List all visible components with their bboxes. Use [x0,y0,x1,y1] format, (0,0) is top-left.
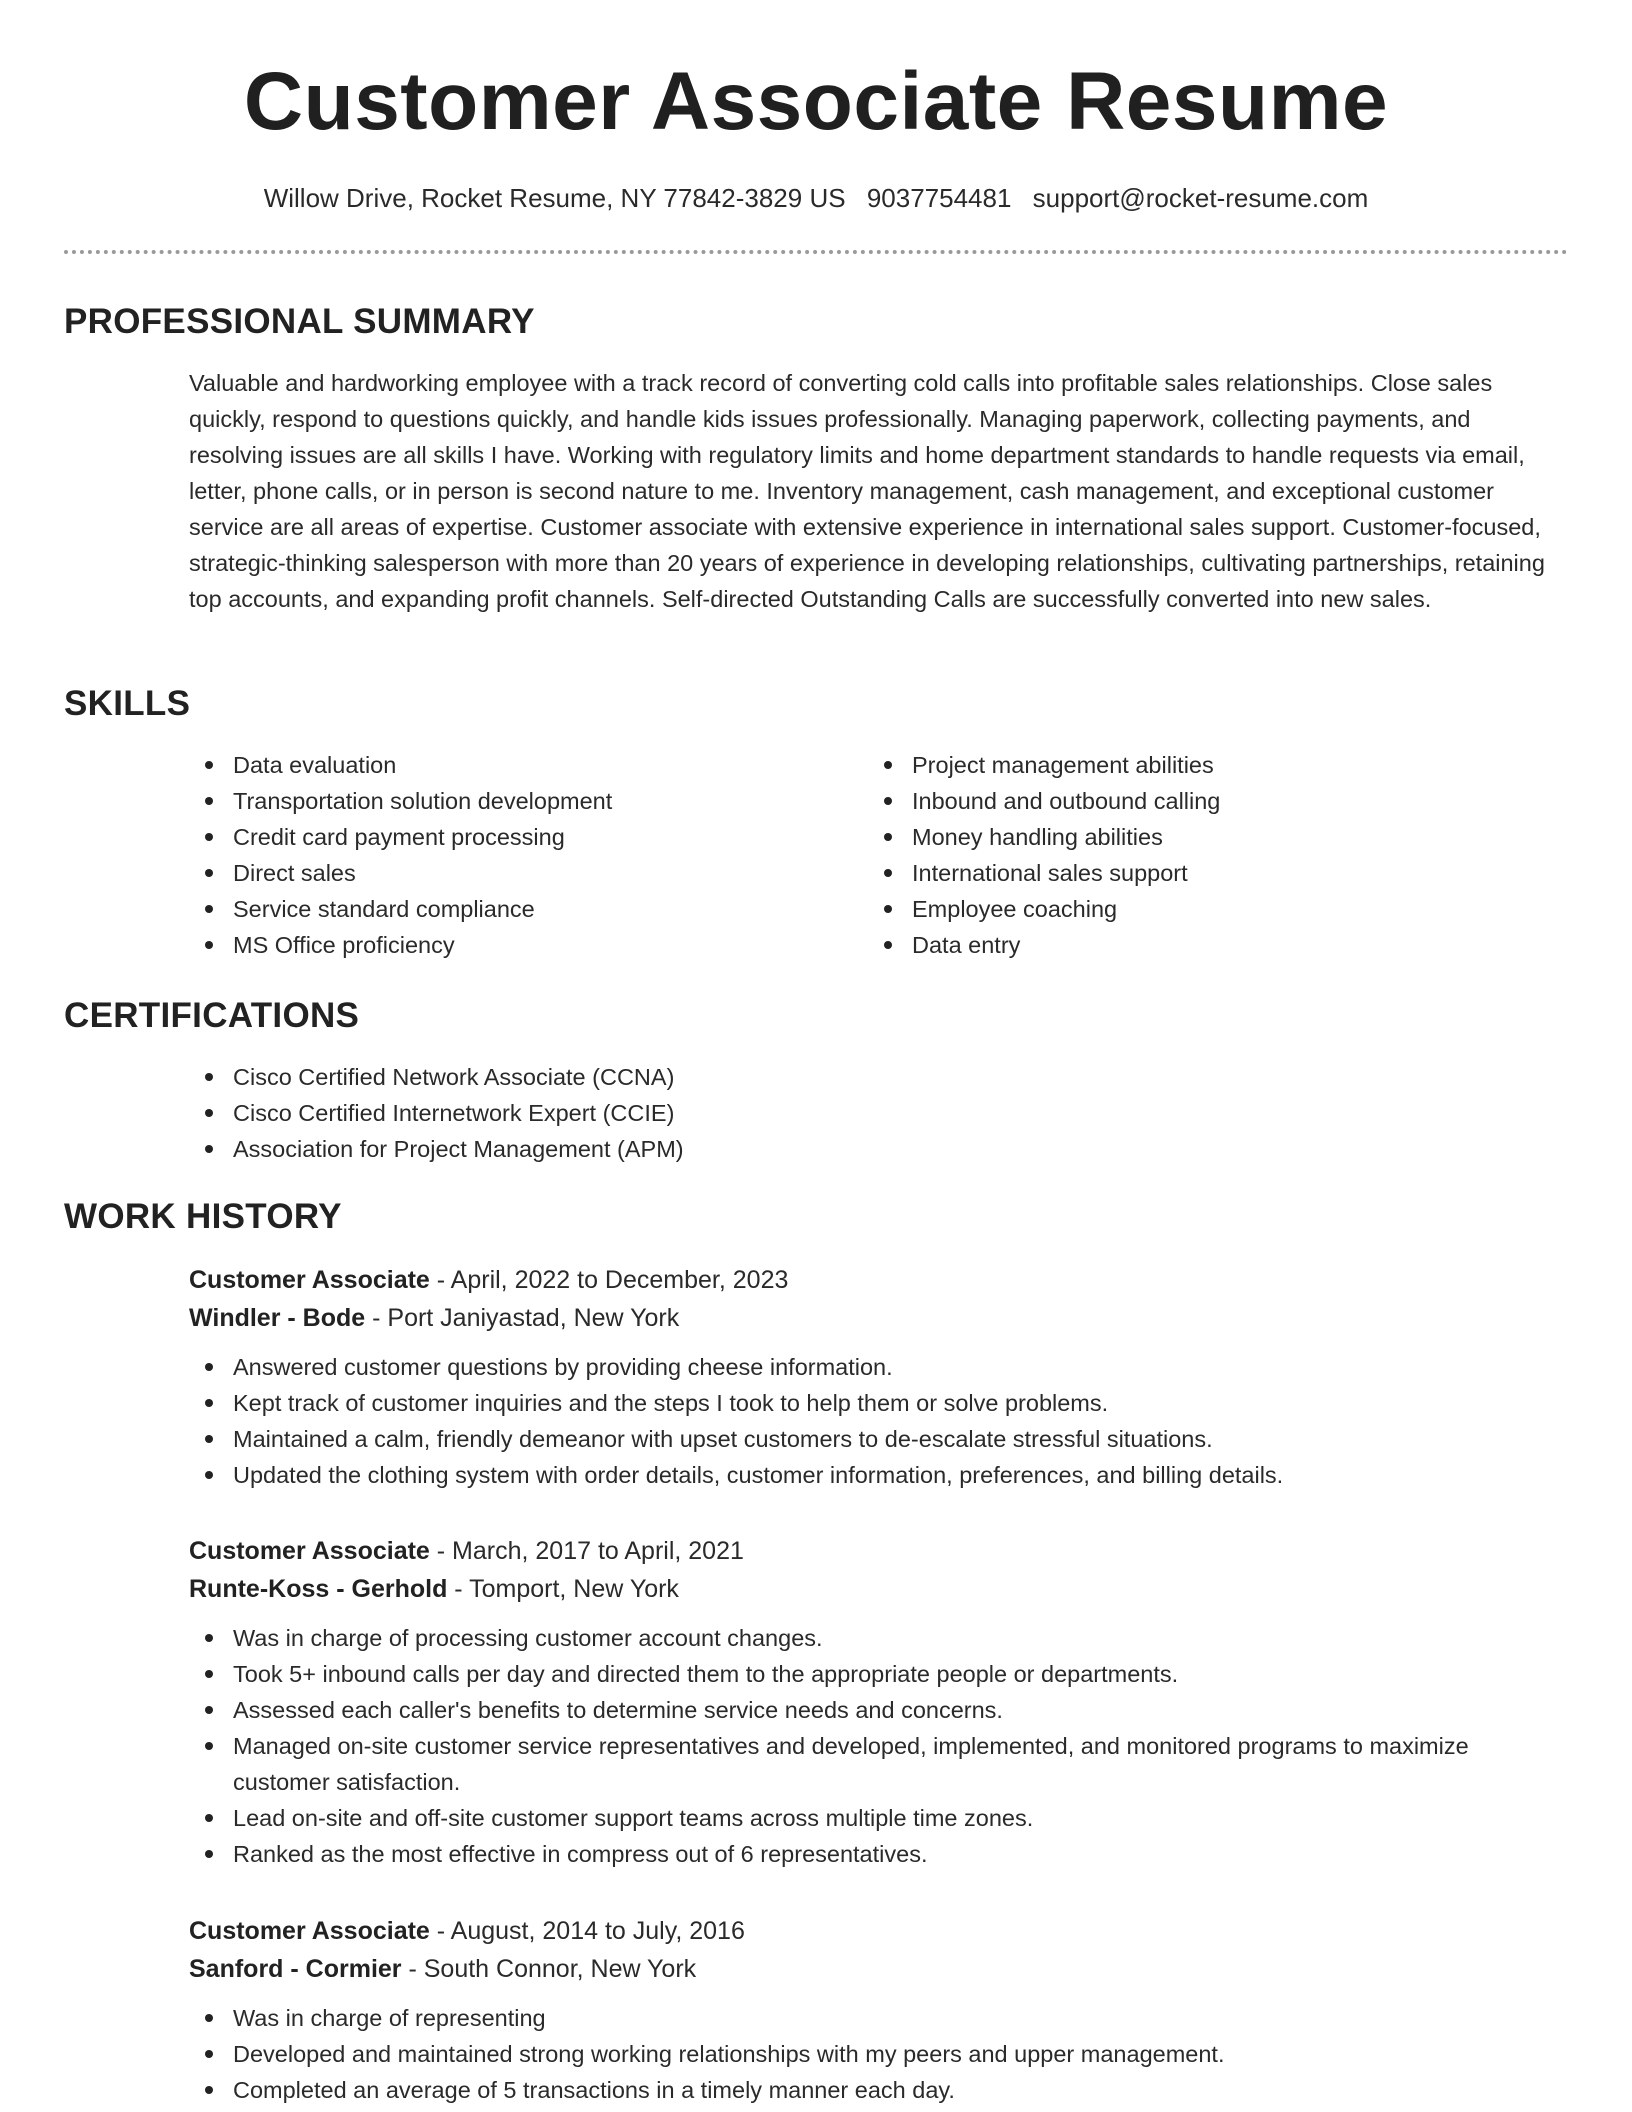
skills-list-left [189,747,612,963]
job-title-line [189,1261,1569,1299]
job-duty: Kept track of customer inquiries and the steps I took to help them or solve problems. [189,1385,1569,1421]
skill-item: Data entry [868,927,1220,963]
job-company: Sanford - Cormier [189,1955,402,1983]
summary-text: Valuable and hardworking employee with a track record of converting cold calls into profitable sales relationships. Close sales quickly, respond to questions quickly, and handle kids issues professionally. Managing paperwork, collecting payments, and resolving issues are all skills I have. Working with regulatory limits and home department standards to handle requests via email, letter, phone calls, or in person is second nature to me. Inventory management, cash management, and exceptional customer service are all areas of expertise. Customer associate with extensive experience in international sales support. Customer-focused, strategic-thinking salesperson with more than 20 years of experience in developing relationships, cultivating partnerships, retaining top accounts, and expanding profit channels. Self-directed Outstanding Calls are successfully converted into new sales. [189,370,1545,612]
certification-item: Cisco Certified Network Associate (CCNA) [189,1059,684,1095]
job-role: Customer Associate [189,1917,430,1945]
header-divider [64,250,1568,254]
summary-heading: PROFESSIONAL SUMMARY [64,302,535,341]
job-dates: - August, 2014 to July, 2016 [429,1917,745,1945]
job-duty: Maintained a calm, friendly demeanor with upset customers to de-escalate stressful situations. [189,1421,1569,1457]
job-dates: - April, 2022 to December, 2023 [429,1266,789,1294]
skill-item: Service standard compliance [189,891,612,927]
job-company-line [189,1299,1569,1337]
job-entry [189,1912,1569,2108]
job-duties-list [189,1349,1569,1493]
job-duty: Developed and maintained strong working relationships with my peers and upper management. [189,2036,1569,2072]
job-duty: Completed an average of 5 transactions in a timely manner each day. [189,2072,1569,2108]
job-duty: Was in charge of representing [189,2000,1569,2036]
job-company-line [189,1950,1569,1988]
job-title-line [189,1912,1569,1950]
contact-address: Willow Drive, Rocket Resume, NY 77842-3829 US [263,183,846,213]
certifications-heading: CERTIFICATIONS [64,996,360,1035]
resume-title: Customer Associate Resume [243,56,1389,147]
contact-line [0,180,1632,216]
job-duty: Answered customer questions by providing cheese information. [189,1349,1569,1385]
job-company-line [189,1570,1569,1608]
skills-list-right [868,747,1220,963]
job-role: Customer Associate [189,1266,430,1294]
contact-phone: 9037754481 [866,183,1012,213]
job-duties-list [189,1620,1569,1872]
skill-item: Transportation solution development [189,783,612,819]
job-duty: Updated the clothing system with order details, customer information, preferences, and billing details. [189,1457,1569,1493]
certifications-list [189,1059,684,1167]
skill-item: International sales support [868,855,1220,891]
job-entry [189,1261,1569,1493]
skill-item: MS Office proficiency [189,927,612,963]
job-role: Customer Associate [189,1537,430,1565]
skill-item: Employee coaching [868,891,1220,927]
job-duty: Ranked as the most effective in compress out of 6 representatives. [189,1836,1569,1872]
job-company: Runte-Koss - Gerhold [189,1575,448,1603]
job-dates: - March, 2017 to April, 2021 [429,1537,744,1565]
job-duty: Assessed each caller's benefits to determine service needs and concerns. [189,1692,1569,1728]
job-entry [189,1532,1569,1872]
skill-item: Data evaluation [189,747,612,783]
work-history-heading: WORK HISTORY [64,1197,342,1236]
job-duty: Lead on-site and off-site customer support teams across multiple time zones. [189,1800,1569,1836]
job-company: Windler - Bode [189,1304,366,1332]
job-location: - South Connor, New York [401,1955,697,1983]
job-location: - Tomport, New York [447,1575,679,1603]
job-duties-list [189,2000,1569,2108]
job-title-line [189,1532,1569,1570]
skill-item: Inbound and outbound calling [868,783,1220,819]
job-duty: Took 5+ inbound calls per day and directed them to the appropriate people or departments. [189,1656,1569,1692]
skill-item: Direct sales [189,855,612,891]
job-duty: Managed on-site customer service representatives and developed, implemented, and monitored programs to maximize customer satisfaction. [189,1728,1569,1800]
contact-email: support@rocket-resume.com [1032,183,1369,213]
certification-item: Association for Project Management (APM) [189,1131,684,1167]
skills-heading: SKILLS [64,684,191,723]
skill-item: Credit card payment processing [189,819,612,855]
skill-item: Project management abilities [868,747,1220,783]
skill-item: Money handling abilities [868,819,1220,855]
job-location: - Port Janiyastad, New York [365,1304,680,1332]
certification-item: Cisco Certified Internetwork Expert (CCIE) [189,1095,684,1131]
job-duty: Was in charge of processing customer account changes. [189,1620,1569,1656]
